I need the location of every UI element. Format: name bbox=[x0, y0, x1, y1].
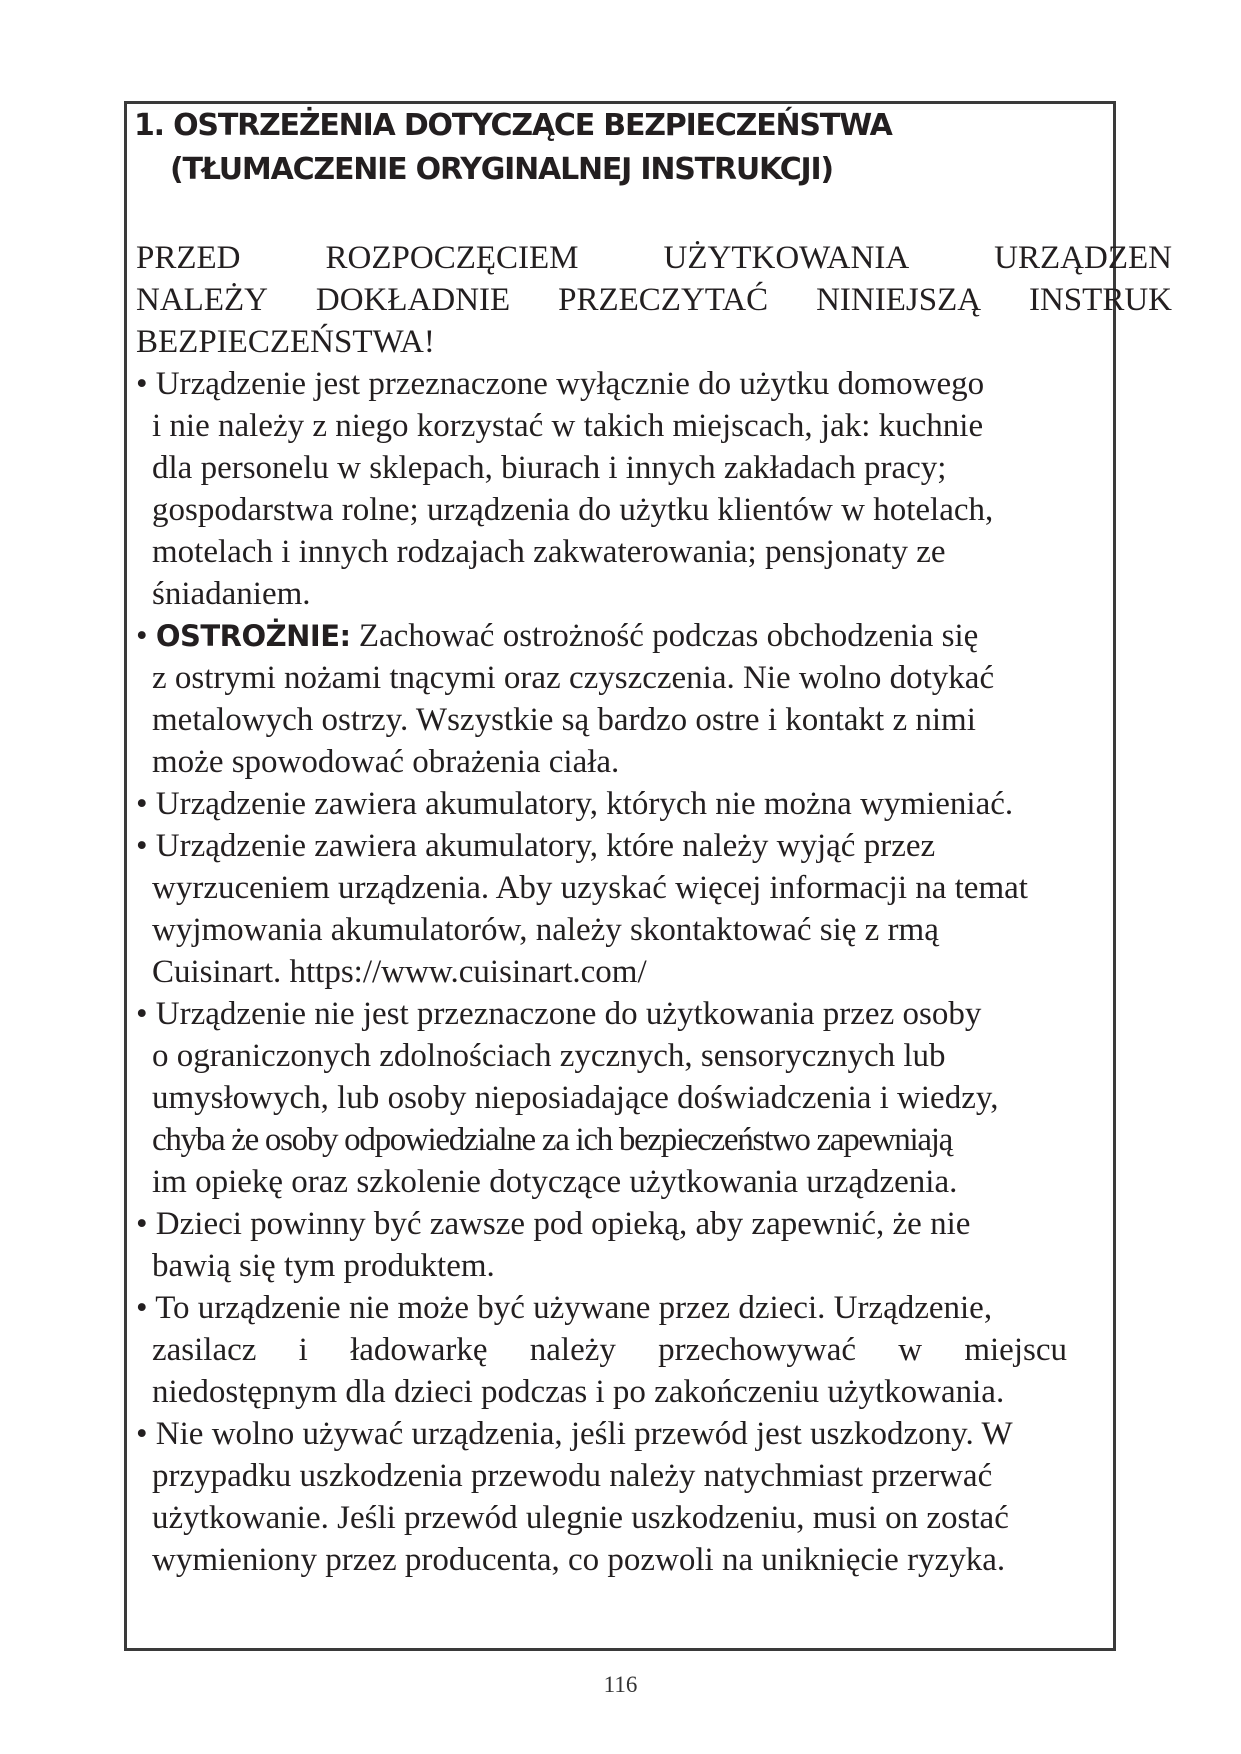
intro-word: NINIEJSZĄ bbox=[816, 282, 982, 318]
bullet-line: może spowodować obrażenia ciała. bbox=[152, 744, 620, 780]
bullet-line: bawią się tym produktem. bbox=[152, 1248, 495, 1284]
bullet-line: metalowych ostrzy. Wszystkie są bardzo ostre i kontakt z nimi bbox=[152, 702, 976, 738]
bullet-line: • Urządzenie nie jest przeznaczone do użytkowania przez osoby bbox=[136, 996, 982, 1032]
bullet-line: o ograniczonych zdolnościach zycznych, sensorycznych lub bbox=[152, 1038, 946, 1074]
intro-word: PRZED bbox=[136, 240, 241, 276]
intro-word: NALEŻY bbox=[136, 282, 268, 318]
section-heading bbox=[134, 104, 892, 192]
caution-label: OSTROŻNIE: bbox=[155, 619, 351, 653]
bullet-line: wyrzuceniem urządzenia. Aby uzyskać więcej informacji na temat bbox=[152, 870, 1028, 906]
bullet-line bbox=[136, 615, 978, 657]
intro-line-3: BEZPIECZEŃSTWA! bbox=[136, 324, 435, 360]
bullet-line: • To urządzenie nie może być używane przez dzieci. Urządzenie, bbox=[136, 1290, 993, 1326]
bullet-line: wymieniony przez producenta, co pozwoli na uniknięcie ryzyka. bbox=[152, 1542, 1006, 1578]
bullet-line: niedostępnym dla dzieci podczas i po zakończeniu użytkowania. bbox=[152, 1374, 1005, 1410]
bullet-line: zasilacz i ładowarkę należy przechowywać w miejscu bbox=[152, 1332, 1067, 1368]
intro-word: ROZPOCZĘCIEM bbox=[325, 240, 579, 276]
bullet-text: Zachować ostrożność podczas obchodzenia się bbox=[358, 618, 979, 654]
bullet-line: umysłowych, lub osoby nieposiadające doświadczenia i wiedzy, bbox=[152, 1080, 999, 1116]
bullet-line: • Nie wolno używać urządzenia, jeśli przewód jest uszkodzony. W bbox=[136, 1416, 1013, 1452]
bullet-line: • Urządzenie jest przeznaczone wyłącznie do użytku domowego bbox=[136, 366, 985, 402]
heading-line-2: (TŁUMACZENIE ORYGINALNEJ INSTRUKCJI) bbox=[170, 152, 833, 187]
bullet-line: z ostrymi nożami tnącymi oraz czyszczenia. Nie wolno dotykać bbox=[152, 660, 995, 696]
heading-line-1: 1. OSTRZEŻENIA DOTYCZĄCE BEZPIECZEŃSTWA bbox=[134, 108, 892, 143]
bullet-line: śniadaniem. bbox=[152, 576, 311, 612]
bullet-line: wyjmowania akumulatorów, należy skontaktować się z rmą bbox=[152, 912, 939, 948]
bullet-line: chyba że osoby odpowiedzialne za ich bezpieczeństwo zapewniają bbox=[152, 1122, 952, 1158]
page-number: 116 bbox=[603, 1672, 638, 1697]
bullet-line: • Urządzenie zawiera akumulatory, których nie można wymieniać. bbox=[136, 786, 1014, 822]
bullet-line: gospodarstwa rolne; urządzenia do użytku klientów w hotelach, bbox=[152, 492, 994, 528]
bullet-line: Cuisinart. https://www.cuisinart.com/ bbox=[152, 954, 647, 990]
bullet-line: i nie należy z niego korzystać w takich miejscach, jak: kuchnie bbox=[152, 408, 984, 444]
bullet-line: użytkowanie. Jeśli przewód ulegnie uszkodzeniu, musi on zostać bbox=[152, 1500, 1009, 1536]
bullet-mark: • bbox=[136, 618, 148, 654]
intro-line-2 bbox=[136, 279, 1172, 321]
intro-line-1 bbox=[136, 237, 1172, 279]
intro-word: PRZECZYTAĆ bbox=[558, 282, 769, 318]
bullet-line: • Urządzenie zawiera akumulatory, które należy wyjąć przez bbox=[136, 828, 936, 864]
bullet-line: dla personelu w sklepach, biurach i innych zakładach pracy; bbox=[152, 450, 947, 486]
intro-word: DOKŁADNIE bbox=[315, 282, 511, 318]
bullet-line: motelach i innych rodzajach zakwaterowania; pensjonaty ze bbox=[152, 534, 946, 570]
intro-word: UŻYTKOWANIA bbox=[663, 240, 910, 276]
bullet-line: im opiekę oraz szkolenie dotyczące użytkowania urządzenia. bbox=[152, 1164, 958, 1200]
intro-word: URZĄDZEN bbox=[994, 240, 1172, 276]
bullet-line: • Dzieci powinny być zawsze pod opieką, aby zapewnić, że nie bbox=[136, 1206, 971, 1242]
intro-word: INSTRUK bbox=[1028, 282, 1172, 318]
bullet-line: przypadku uszkodzenia przewodu należy natychmiast przerwać bbox=[152, 1458, 993, 1494]
